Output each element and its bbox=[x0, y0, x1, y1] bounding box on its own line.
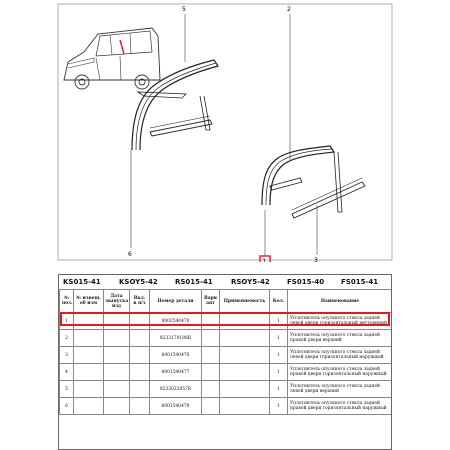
cell-no: 4 bbox=[60, 364, 74, 381]
cell-no: 1 bbox=[60, 313, 74, 330]
cell-qty-in bbox=[130, 330, 150, 347]
col-header-part: Номер детали bbox=[150, 290, 202, 313]
cell-variant bbox=[202, 381, 220, 398]
cell-notice bbox=[74, 398, 104, 415]
col-header-name: Наименование bbox=[288, 290, 393, 313]
table-header-row bbox=[60, 290, 393, 313]
variant-code: FS015-40 bbox=[287, 278, 325, 286]
cell-variant bbox=[202, 347, 220, 364]
cell-variant bbox=[202, 313, 220, 330]
table-row[interactable] bbox=[60, 364, 393, 381]
callout-1: 1 bbox=[262, 258, 267, 262]
cell-part-name: Уплотнитель опускного стекла задней левой двери горизонтальный наружный bbox=[288, 347, 393, 364]
table-row[interactable] bbox=[60, 330, 393, 347]
seal-lower-right bbox=[262, 146, 365, 218]
variant-header-row bbox=[59, 275, 391, 290]
cell-applicability bbox=[220, 398, 270, 415]
cell-date bbox=[104, 313, 130, 330]
variant-code: KSOY5-42 bbox=[119, 278, 158, 286]
variant-code: RSOY5-42 bbox=[231, 278, 270, 286]
cell-part-name: Уплотнитель опускного стекла задней левой двери верхний bbox=[288, 381, 393, 398]
cell-part-name: Уплотнитель опускного стекла задней левой двери горизонтальный внутренний bbox=[288, 313, 393, 330]
cell-part-number: 8233022857R bbox=[150, 381, 202, 398]
cell-qty: 1 bbox=[270, 398, 288, 415]
cell-no: 5 bbox=[60, 381, 74, 398]
cell-part-number: 8001540477 bbox=[150, 364, 202, 381]
cell-variant bbox=[202, 364, 220, 381]
variant-code: RS015-41 bbox=[175, 278, 213, 286]
callout-3: 3 bbox=[314, 257, 318, 262]
cell-date bbox=[104, 381, 130, 398]
cell-notice bbox=[74, 381, 104, 398]
cell-variant bbox=[202, 330, 220, 347]
callout-6: 6 bbox=[128, 251, 132, 258]
cell-qty: 1 bbox=[270, 364, 288, 381]
cell-notice bbox=[74, 313, 104, 330]
car-icon bbox=[64, 28, 160, 89]
cell-no: 2 bbox=[60, 330, 74, 347]
table-row[interactable] bbox=[60, 313, 393, 330]
col-header-qty: Кол. bbox=[270, 290, 288, 313]
variant-code: FS015-41 bbox=[341, 278, 379, 286]
cell-qty-in bbox=[130, 347, 150, 364]
col-header-notice: № извещ. об изм bbox=[74, 290, 104, 313]
parts-table bbox=[59, 289, 392, 415]
table-row[interactable] bbox=[60, 347, 393, 364]
cell-qty: 1 bbox=[270, 313, 288, 330]
cell-applicability bbox=[220, 313, 270, 330]
cell-qty: 1 bbox=[270, 381, 288, 398]
cell-date bbox=[104, 398, 130, 415]
cell-qty-in bbox=[130, 381, 150, 398]
cell-part-name: Уплотнитель опускного стекла задней правой двери горизонтальный наружный bbox=[288, 398, 393, 415]
cell-no: 3 bbox=[60, 347, 74, 364]
callout-2: 2 bbox=[287, 6, 291, 13]
cell-part-name: Уплотнитель опускного стекла задней правой двери верхний bbox=[288, 330, 393, 347]
cell-applicability bbox=[220, 347, 270, 364]
callout-5: 5 bbox=[182, 6, 186, 13]
table-row[interactable] bbox=[60, 381, 393, 398]
cell-part-number: 8233170188R bbox=[150, 330, 202, 347]
cell-part-number: 8001540479 bbox=[150, 398, 202, 415]
table-row[interactable] bbox=[60, 398, 393, 415]
cell-qty-in bbox=[130, 313, 150, 330]
seal-upper-left bbox=[132, 60, 218, 150]
col-header-applicability: Применяемость bbox=[220, 290, 270, 313]
cell-qty: 1 bbox=[270, 347, 288, 364]
cell-no: 6 bbox=[60, 398, 74, 415]
cell-date bbox=[104, 347, 130, 364]
cell-notice bbox=[74, 330, 104, 347]
col-header-date: Дата выпуска изд bbox=[104, 290, 130, 313]
cell-applicability bbox=[220, 330, 270, 347]
col-header-variant: Вари ант bbox=[202, 290, 220, 313]
parts-catalog-table bbox=[58, 274, 392, 450]
cell-qty: 1 bbox=[270, 330, 288, 347]
variant-code: KS015-41 bbox=[63, 278, 101, 286]
cell-part-number: 8001540476 bbox=[150, 347, 202, 364]
cell-part-name: Уплотнитель опускного стекла задней правой двери горизонтальный наружный bbox=[288, 364, 393, 381]
drawing-frame bbox=[58, 4, 392, 260]
cell-applicability bbox=[220, 381, 270, 398]
cell-notice bbox=[74, 364, 104, 381]
cell-date bbox=[104, 364, 130, 381]
cell-qty-in bbox=[130, 398, 150, 415]
cell-part-number: 8002540470 bbox=[150, 313, 202, 330]
col-header-no: № поз. bbox=[60, 290, 74, 313]
cell-date bbox=[104, 330, 130, 347]
cell-notice bbox=[74, 347, 104, 364]
cell-qty-in bbox=[130, 364, 150, 381]
cell-variant bbox=[202, 398, 220, 415]
cell-applicability bbox=[220, 364, 270, 381]
col-header-qty-in: Вкл. в п/з bbox=[130, 290, 150, 313]
